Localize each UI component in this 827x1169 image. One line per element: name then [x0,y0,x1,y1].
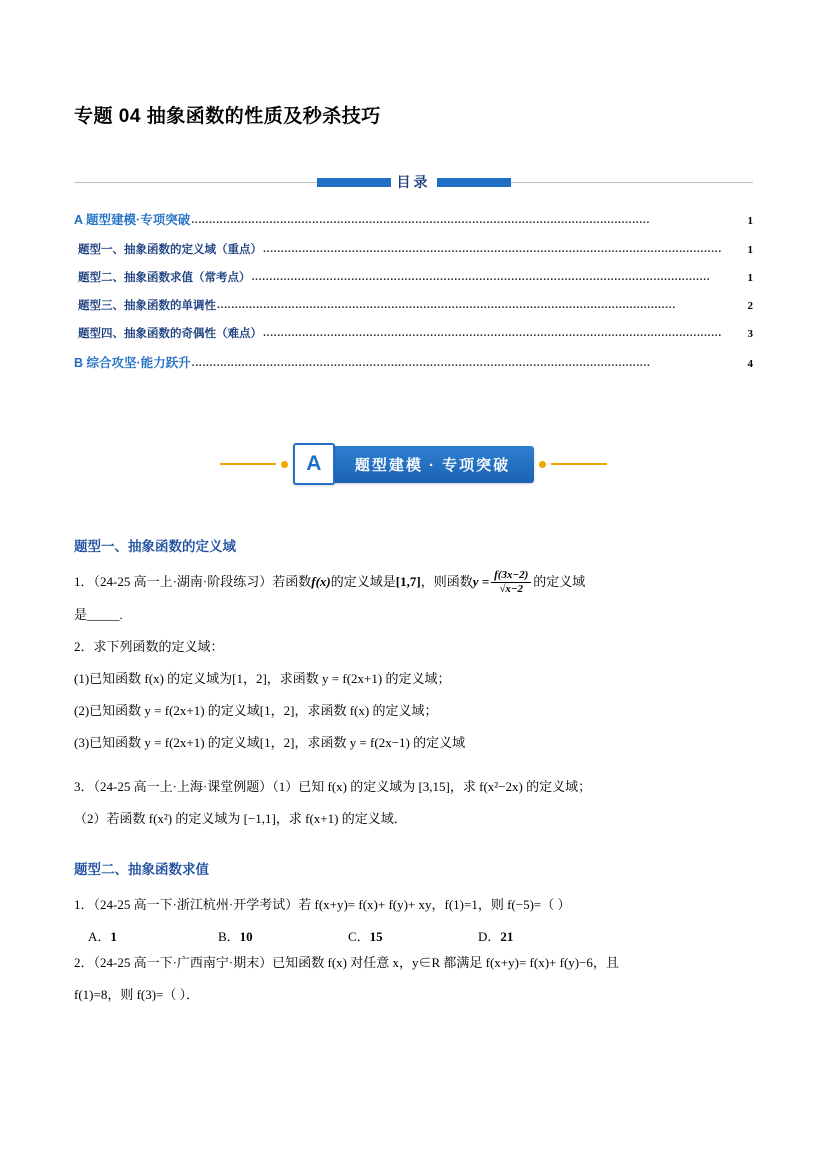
question-1-tail: 的定义域 [533,574,586,589]
toc-entry[interactable] [74,210,753,228]
toc-label: 目录 [396,174,431,190]
question-4-line1: 1．（24-25 高一下·浙江杭州·开学考试）若 f(x+y)= f(x)+ f(y)+ xy，f(1)=1，则 f(−5)=（ ） [74,897,571,913]
ribbon-dot-left [281,461,288,468]
question-1-fraction [491,569,531,595]
toc-rule-left [74,182,317,183]
ribbon-dot-right [539,461,546,468]
choice-d[interactable] [478,924,608,950]
question-1-yeq: y = [472,574,490,589]
choice-d-value: 21 [500,929,514,945]
toc-entry[interactable] [74,297,753,313]
toc-entry-text: 题型一、抽象函数的定义域（重点） [78,244,262,256]
choice-b-label: B． [218,929,240,945]
question-2-item: (2)已知函数 y = f(2x+1) 的定义域[1，2]，求函数 f(x) 的定义域； [74,703,438,719]
toc-banner [74,172,753,192]
question-2-lead: 2．求下列函数的定义域： [74,639,224,655]
toc-entry-page: 1 [747,215,753,227]
choice-c-value: 15 [369,929,383,945]
toc-entry[interactable] [74,269,753,285]
section-heading-2: 题型二、抽象函数求值 [74,862,209,878]
toc-dots: ................................................................................................................................. [263,243,722,255]
toc-bar-left [317,178,391,187]
toc-entry-page: 1 [747,244,753,256]
toc-entry-text: A 题型建模·专项突破 [74,213,191,227]
page-title: 专题 04 抽象函数的性质及秒杀技巧 [74,106,381,127]
ribbon-line-right [551,463,607,465]
question-5-line1: 2．（24-25 高一下·广西南宁·期末）已知函数 f(x) 对任意 x，y∈R 都满足 f(x+y)= f(x)+ f(y)−6，且 [74,955,619,971]
choice-d-label: D． [478,929,501,945]
toc-dots: ................................................................................................................................. [217,299,676,311]
toc-entry-page: 3 [747,328,753,340]
question-2-item: (3)已知函数 y = f(2x+1) 的定义域[1，2]，求函数 y = f(2x−1) 的定义域 [74,735,466,751]
ribbon-badge: A [293,443,335,485]
question-1-lead: 1．（24-25 高一上·湖南·阶段练习）若函数 [74,574,312,589]
toc-dots: ................................................................................................................................. [191,214,650,226]
question-1-line2: 是_____. [74,607,123,623]
question-1-fx: f(x) [311,574,331,589]
toc-bar-right [437,178,511,187]
ribbon-title: 题型建模 · 专项突破 [329,446,534,483]
toc-entry-text: 题型三、抽象函数的单调性 [78,300,216,312]
question-1-mid: 的定义域是 [330,574,396,589]
toc-dots: ................................................................................................................................. [263,327,722,339]
choice-a-label: A． [88,929,111,945]
table-of-contents [74,210,753,371]
question-1-domain: [1,7] [395,574,421,589]
ribbon-line-left [220,463,276,465]
question-2-item: (1)已知函数 f(x) 的定义域为[1，2]，求函数 y = f(2x+1) 的定义域； [74,671,451,687]
question-3-line2: （2）若函数 f(x²) 的定义域为 [−1,1]，求 f(x+1) 的定义域． [74,811,407,827]
choice-c-label: C． [348,929,370,945]
fraction-numerator: f(3x−2) [491,569,531,583]
question-1 [74,569,753,596]
toc-entry[interactable] [74,241,753,257]
toc-entry-text: 题型四、抽象函数的奇偶性（难点） [78,328,262,340]
question-4-choices [74,924,753,950]
choice-a[interactable] [88,924,218,950]
choice-c[interactable] [348,924,478,950]
choice-b-value: 10 [239,929,253,945]
question-5-line2: f(1)=8，则 f(3)=（ ）． [74,987,200,1003]
toc-entry[interactable] [74,353,753,371]
toc-entry-text: 题型二、抽象函数求值（常考点） [78,272,251,284]
choice-a-value: 1 [110,929,117,945]
toc-entry-page: 1 [747,272,753,284]
fraction-denominator: √x−2 [499,582,524,595]
toc-entry[interactable] [74,325,753,341]
section-heading-1: 题型一、抽象函数的定义域 [74,539,236,554]
section-ribbon [74,443,753,485]
toc-entry-page: 2 [747,300,753,312]
question-3-line1: 3．（24-25 高一上·上海·课堂例题）（1）已知 f(x) 的定义域为 [3,15]，求 f(x²−2x) 的定义域； [74,779,592,795]
toc-rule-right [511,182,754,183]
toc-entry-text: B 综合攻坚·能力跃升 [74,356,191,370]
toc-entry-page: 4 [747,358,753,370]
choice-b[interactable] [218,924,348,950]
question-1-mid2: ，则函数 [420,574,473,589]
toc-dots: ................................................................................................................................. [251,271,711,283]
toc-dots: ................................................................................................................................. [191,357,651,369]
